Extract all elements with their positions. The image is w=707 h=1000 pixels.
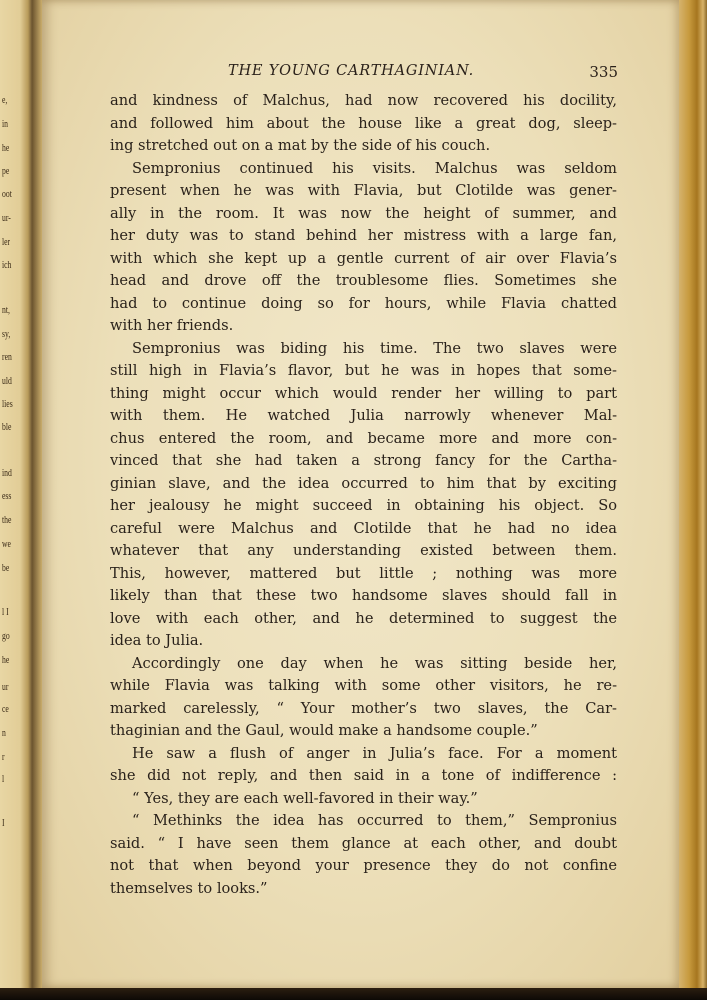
margin-fragment: r: [2, 751, 5, 763]
margin-fragment: sy,: [2, 328, 11, 340]
margin-fragment: we: [2, 538, 11, 550]
margin-fragment: ur-: [2, 212, 11, 224]
margin-fragment: ich: [2, 259, 12, 271]
text-line: head and drove off the troublesome flies. Sometimes she: [110, 272, 617, 289]
margin-fragment: I: [2, 817, 5, 829]
margin-fragment: uld: [2, 375, 12, 387]
text-line: careful were Malchus and Clotilde that he had no idea: [110, 519, 617, 537]
text-line: He saw a flush of anger in Julia’s face. For a moment: [132, 744, 617, 762]
text-line: ginian slave, and the idea occurred to him that by exciting: [110, 474, 617, 492]
text-line: themselves to looks.”: [110, 879, 268, 897]
book-spine: [32, 0, 42, 1000]
margin-fragment: ind: [2, 467, 12, 479]
text-line: and kindness of Malchus, had now recovered his docility,: [110, 92, 617, 109]
margin-fragment: oot: [2, 188, 12, 200]
margin-fragment: lies: [2, 398, 13, 410]
margin-fragment: go: [2, 630, 10, 642]
running-head: [228, 63, 618, 85]
text-line: her duty was to stand behind her mistress with a large fan,: [110, 227, 617, 244]
margin-fragment: in: [2, 118, 8, 130]
margin-fragment: be: [2, 562, 10, 574]
text-line: Accordingly one day when he was sitting beside her,: [132, 654, 617, 672]
text-line: This, however, mattered but little ; nothing was more: [110, 564, 617, 582]
text-line: while Flavia was talking with some other visitors, he re-: [110, 677, 617, 694]
left-page-margin-fragments: [0, 0, 22, 1000]
margin-fragment: ess: [2, 490, 12, 502]
body-text: [110, 90, 617, 900]
margin-fragment: ur: [2, 681, 9, 693]
text-line: likely than that these two handsome slaves should fall in: [110, 587, 617, 604]
text-line: Sempronius was biding his time. The two slaves were: [132, 339, 617, 357]
text-line: Sempronius continued his visits. Malchus was seldom: [132, 159, 617, 177]
margin-fragment: e,: [2, 94, 8, 106]
text-line: ally in the room. It was now the height of summer, and: [110, 204, 617, 222]
text-line: not that when beyond your presence they do not confine: [110, 857, 617, 874]
text-line: “ Methinks the idea has occurred to them,” Sempronius: [132, 812, 617, 829]
text-line: thaginian and the Gaul, would make a handsome couple.”: [110, 722, 538, 739]
text-line: chus entered the room, and became more and more con-: [110, 429, 617, 447]
right-page-edges: [677, 0, 707, 1000]
text-line: still high in Flavia’s flavor, but he was in hopes that some-: [110, 362, 617, 379]
text-line: “ Yes, they are each well-favored in their way.”: [132, 789, 478, 807]
margin-fragment: pe: [2, 165, 10, 177]
margin-fragment: ce: [2, 703, 9, 715]
margin-fragment: the: [2, 514, 12, 526]
margin-fragment: ren: [2, 351, 12, 363]
text-line: love with each other, and he determined to suggest the: [110, 609, 617, 627]
margin-fragment: l I: [2, 606, 9, 618]
text-line: idea to Julia.: [110, 632, 204, 649]
text-line: with which she kept up a gentle current of air over Flavia’s: [110, 249, 617, 267]
text-line: marked carelessly, “ Your mother’s two slaves, the Car-: [110, 699, 617, 717]
margin-fragment: n: [2, 727, 6, 739]
text-line: she did not reply, and then said in a tone of indifference :: [110, 767, 617, 784]
text-line: said. “ I have seen them glance at each other, and doubt: [110, 834, 617, 852]
book-page: [42, 0, 679, 988]
text-line: thing might occur which would render her willing to part: [110, 384, 617, 402]
page-number: 335: [589, 63, 618, 81]
text-line: and followed him about the house like a great dog, sleep-: [110, 114, 617, 132]
header-title: THE YOUNG CARTHAGINIAN.: [228, 63, 475, 79]
margin-fragment: he: [2, 142, 10, 154]
text-line: had to continue doing so for hours, while Flavia chatted: [110, 294, 617, 312]
text-line: ing stretched out on a mat by the side of his couch.: [110, 137, 491, 154]
text-line: her jealousy he might succeed in obtaining his object. So: [110, 497, 617, 514]
text-line: vinced that she had taken a strong fancy for the Cartha-: [110, 452, 617, 469]
text-line: with her friends.: [110, 317, 234, 334]
margin-fragment: ler: [2, 236, 11, 248]
text-line: with them. He watched Julia narrowly whenever Mal-: [110, 407, 617, 424]
margin-fragment: ble: [2, 421, 12, 433]
text-line: present when he was with Flavia, but Clotilde was gener-: [110, 182, 617, 199]
margin-fragment: l: [2, 773, 5, 785]
text-line: whatever that any understanding existed between them.: [110, 542, 617, 559]
margin-fragment: he: [2, 654, 10, 666]
bottom-edge: [0, 988, 707, 1000]
margin-fragment: nt,: [2, 304, 10, 316]
